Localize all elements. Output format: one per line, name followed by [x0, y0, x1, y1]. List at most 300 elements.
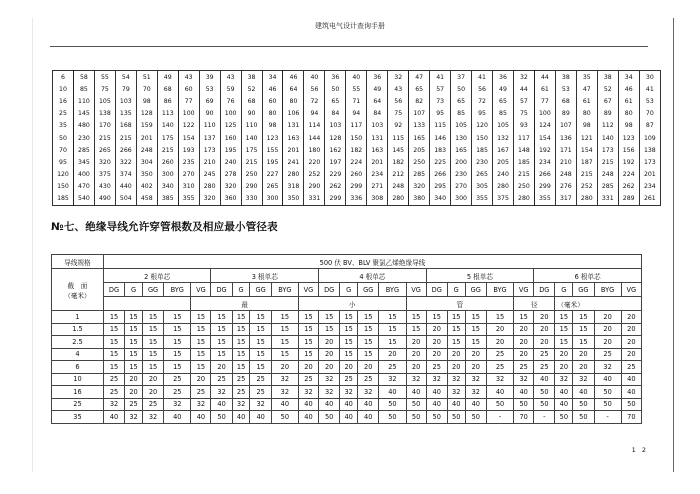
table-cell: 128 [136, 108, 157, 120]
table-cell: 40 [621, 373, 641, 386]
table-cell: 173 [639, 156, 660, 168]
table-cell: 15 [250, 361, 271, 374]
table-cell: 220 [304, 156, 325, 168]
table-cell: 57 [430, 83, 451, 95]
table-cell: 15 [191, 361, 211, 374]
table-cell: 25 [164, 386, 191, 399]
table-cell: 50 [621, 398, 641, 411]
page-number: 1 2 [631, 446, 648, 454]
table-cell: 15 [164, 348, 191, 361]
table-cell: 56 [472, 83, 493, 95]
row-label: 4 [52, 348, 104, 361]
table-cell: 32 [125, 411, 143, 424]
table-cell: 25 [250, 373, 271, 386]
table-cell: 15 [340, 348, 358, 361]
table-cell: 50 [319, 411, 340, 424]
table-cell: 51 [136, 71, 157, 84]
table-cell: 20 [406, 361, 426, 374]
table-cell: 128 [325, 132, 346, 144]
table-cell: 43 [178, 71, 199, 84]
min-diameter-word: （毫米） [555, 297, 642, 311]
table-cell: 345 [73, 156, 94, 168]
table-cell: 40 [555, 398, 573, 411]
table-cell: 290 [241, 181, 262, 193]
table-cell: 40 [103, 411, 124, 424]
table-cell: 110 [73, 95, 94, 107]
table-cell: 15 [319, 311, 340, 324]
table-cell: 61 [534, 83, 555, 95]
table-cell: 182 [346, 144, 367, 156]
table-cell: 15 [125, 336, 143, 349]
table-cell: 336 [346, 193, 367, 206]
table-cell: 75 [513, 108, 534, 120]
table-cell: 36 [367, 71, 388, 84]
table-cell: 320 [220, 181, 241, 193]
table-cell: 121 [576, 132, 597, 144]
table-cell: 15 [465, 336, 486, 349]
table-cell: 20 [298, 361, 318, 374]
table-cell: 265 [94, 144, 115, 156]
table-cell: 20 [406, 348, 426, 361]
table-cell: 15 [164, 311, 191, 324]
table-cell: 38 [241, 71, 262, 84]
table-cell: 58 [73, 71, 94, 84]
row-label: 25 [52, 398, 104, 411]
table-cell: 38 [555, 71, 576, 84]
table-cell: 25 [340, 373, 358, 386]
table-cell: 40 [271, 398, 298, 411]
table-cell: 340 [430, 193, 451, 206]
table-cell: 68 [157, 83, 178, 95]
table-cell: 32 [447, 386, 465, 399]
table-cell: 201 [136, 132, 157, 144]
table-cell: 15 [232, 348, 250, 361]
table-cell: 136 [555, 132, 576, 144]
table-cell: 201 [639, 169, 660, 181]
table-cell: 280 [199, 181, 220, 193]
table-cell: 224 [346, 156, 367, 168]
table-cell: 64 [283, 83, 304, 95]
table-cell: 32 [271, 373, 298, 386]
table-cell: 15 [447, 311, 465, 324]
conduit-type-header: VG [191, 283, 211, 297]
table-cell: 310 [178, 181, 199, 193]
table-cell: 192 [618, 156, 639, 168]
table-cell: 106 [283, 108, 304, 120]
table-cell: 41 [430, 71, 451, 84]
table-cell: 32 [447, 373, 465, 386]
table-cell: 201 [367, 156, 388, 168]
table-cell: 160 [220, 132, 241, 144]
table-cell: 32 [513, 71, 534, 84]
table-cell: 20 [271, 361, 298, 374]
table-cell: 20 [447, 361, 465, 374]
conduit-type-header: GG [465, 283, 486, 297]
table-cell: 15 [447, 323, 465, 336]
table-cell: 430 [94, 181, 115, 193]
table-cell: 320 [409, 181, 430, 193]
table-cell: 103 [325, 120, 346, 132]
table-cell: 131 [367, 132, 388, 144]
table-cell: 229 [325, 169, 346, 181]
table-cell: 280 [283, 169, 304, 181]
table-cell: 308 [367, 193, 388, 206]
table-cell: 25 [250, 386, 271, 399]
table-cell: 175 [241, 144, 262, 156]
table-row [53, 132, 661, 144]
table-cell: 25 [379, 361, 406, 374]
table-cell: 266 [430, 169, 451, 181]
conduit-type-header: VG [406, 283, 426, 297]
table-cell: 300 [262, 193, 283, 206]
table-cell: 252 [304, 169, 325, 181]
table-cell: 135 [115, 108, 136, 120]
table-cell: 32 [319, 386, 340, 399]
table-cell: 32 [486, 373, 513, 386]
table-cell: 46 [262, 83, 283, 95]
table-cell: 36 [493, 71, 514, 84]
table-cell: 15 [358, 336, 379, 349]
row-label: 70 [59, 146, 67, 154]
table-cell: 15 [379, 336, 406, 349]
table-cell: 34 [618, 71, 639, 84]
table-cell: 25 [534, 348, 555, 361]
table-cell: 295 [430, 181, 451, 193]
table-cell: 20 [191, 373, 211, 386]
table-cell: 40 [594, 373, 621, 386]
table-cell: 262 [325, 181, 346, 193]
table-row [53, 169, 661, 181]
table-cell: 195 [220, 144, 241, 156]
table-row [52, 361, 642, 374]
table-cell: 299 [534, 181, 555, 193]
table-cell: 15 [125, 348, 143, 361]
table-cell: 40 [465, 398, 486, 411]
table-cell: 109 [639, 132, 660, 144]
table-cell: 15 [555, 311, 573, 324]
table-row [53, 156, 661, 168]
table-cell: 54 [115, 71, 136, 84]
table-cell: 15 [232, 361, 250, 374]
table-cell: 20 [555, 361, 573, 374]
table-cell: 85 [73, 83, 94, 95]
table-cell: 123 [618, 132, 639, 144]
table-cell: 175 [157, 132, 178, 144]
table-cell: 15 [250, 348, 271, 361]
table-cell: 248 [136, 144, 157, 156]
table-cell: 50 [573, 398, 594, 411]
header-rule [50, 46, 648, 47]
table-cell: 340 [157, 181, 178, 193]
table-cell: 20 [358, 361, 379, 374]
table-cell: 32 [465, 386, 486, 399]
table-cell: 32 [358, 386, 379, 399]
table-cell: 52 [241, 83, 262, 95]
table-cell: 180 [304, 144, 325, 156]
table-cell: 355 [178, 193, 199, 206]
table-cell: 124 [534, 120, 555, 132]
table-cell: 50 [406, 411, 426, 424]
table-cell: 117 [513, 132, 534, 144]
row-label: 185 [57, 195, 69, 203]
conduit-type-header: BYG [271, 283, 298, 297]
table-cell: 480 [73, 120, 94, 132]
table-cell: 385 [157, 193, 178, 206]
table-cell: 15 [250, 336, 271, 349]
table-cell: 260 [157, 156, 178, 168]
table-row [53, 108, 661, 120]
table-cell: 47 [576, 83, 597, 95]
table-cell: 402 [136, 181, 157, 193]
table-cell: 215 [576, 169, 597, 181]
table-cell: 56 [388, 95, 409, 107]
table-cell: 15 [447, 336, 465, 349]
table-cell: 140 [241, 132, 262, 144]
table-cell: 125 [220, 120, 241, 132]
row-label: 150 [57, 183, 69, 191]
row-label: 10 [52, 373, 104, 386]
table-cell: 289 [618, 193, 639, 206]
table-cell: 20 [514, 323, 534, 336]
table-cell: 50 [555, 411, 573, 424]
table-cell: 25 [514, 361, 534, 374]
table-cell: 163 [283, 132, 304, 144]
table-cell: 41 [472, 71, 493, 84]
table-cell: 56 [304, 83, 325, 95]
table-cell: 25 [594, 348, 621, 361]
table-cell: 193 [178, 144, 199, 156]
table-cell: 112 [597, 120, 618, 132]
table-cell: 137 [199, 132, 220, 144]
table-cell: 154 [576, 144, 597, 156]
table-cell: 20 [319, 361, 340, 374]
table-cell: 100 [220, 108, 241, 120]
table-cell: 76 [220, 95, 241, 107]
table-cell: 65 [451, 95, 472, 107]
table-cell: 440 [115, 181, 136, 193]
table-cell: 146 [430, 132, 451, 144]
row-label: 95 [59, 158, 67, 166]
table-cell: 50 [594, 398, 621, 411]
table-cell: 270 [451, 181, 472, 193]
table-cell: 85 [493, 108, 514, 120]
table-row [53, 95, 661, 107]
table-cell: 86 [157, 95, 178, 107]
group-header: 5 根单芯 [426, 269, 534, 283]
row-label: 35 [52, 411, 104, 424]
table-cell: 61 [576, 95, 597, 107]
table-cell: 215 [597, 156, 618, 168]
table-cell: 145 [388, 144, 409, 156]
table-cell: 15 [142, 361, 163, 374]
table-cell: 20 [594, 323, 621, 336]
table-cell: 20 [534, 323, 555, 336]
row-label: 10 [59, 85, 67, 93]
table-cell: 68 [555, 95, 576, 107]
running-title: 建筑电气设计查询手册 [315, 22, 385, 30]
table-cell: 250 [409, 156, 430, 168]
table-cell: 50 [486, 398, 513, 411]
table-cell: 59 [220, 83, 241, 95]
table-cell: 50 [406, 398, 426, 411]
table-cell: 20 [573, 361, 594, 374]
table-cell: 20 [621, 311, 641, 324]
table-cell: 20 [621, 323, 641, 336]
table-cell: 15 [164, 336, 191, 349]
table-cell: 40 [298, 411, 318, 424]
table-cell: 65 [493, 95, 514, 107]
table-cell: 43 [220, 71, 241, 84]
conduit-type-header: GG [573, 283, 594, 297]
table-cell: 15 [271, 336, 298, 349]
conduit-type-header: GG [250, 283, 271, 297]
table-cell: 40 [232, 411, 250, 424]
table-cell: 32 [271, 386, 298, 399]
table-cell: 40 [164, 411, 191, 424]
group-header: 6 根单芯 [534, 269, 642, 283]
table-cell: 15 [142, 336, 163, 349]
table-cell: 100 [534, 108, 555, 120]
table-cell: 299 [325, 193, 346, 206]
table-cell: 50 [573, 411, 594, 424]
table-cell: 15 [379, 311, 406, 324]
table-cell: 210 [555, 156, 576, 168]
spec-label: 导线规格 [52, 255, 104, 269]
min-diameter-word: 管 [406, 297, 514, 311]
table-cell: 75 [94, 83, 115, 95]
table-cell: 49 [157, 71, 178, 84]
table-cell: 87 [639, 120, 660, 132]
table-cell: 470 [73, 181, 94, 193]
table-cell: 40 [534, 373, 555, 386]
table-cell: 185 [472, 144, 493, 156]
table-cell: 300 [451, 193, 472, 206]
table-cell: 15 [211, 336, 232, 349]
table-cell: 15 [271, 311, 298, 324]
table-cell: 40 [426, 386, 447, 399]
table-cell: 20 [142, 373, 163, 386]
table-cell: 195 [262, 156, 283, 168]
table-cell: 165 [409, 132, 430, 144]
conduit-type-header: VG [298, 283, 318, 297]
table-cell: 20 [426, 348, 447, 361]
table-cell: 25 [534, 361, 555, 374]
table-row [52, 348, 642, 361]
table-cell: 20 [534, 336, 555, 349]
table-cell: 132 [493, 132, 514, 144]
table-cell: 113 [157, 108, 178, 120]
table-cell: 15 [103, 361, 124, 374]
min-diameter-word: 小 [298, 297, 406, 311]
table-cell: 25 [486, 361, 513, 374]
table-cell: 230 [472, 156, 493, 168]
table-cell: 25 [426, 361, 447, 374]
table-cell: - [486, 411, 513, 424]
table-cell: 15 [573, 336, 594, 349]
table-cell: 375 [94, 169, 115, 181]
table-cell: 60 [178, 83, 199, 95]
table-cell: 110 [199, 120, 220, 132]
table-cell: 15 [271, 323, 298, 336]
table-cell: 20 [406, 336, 426, 349]
table-cell: 15 [465, 323, 486, 336]
table-row [52, 336, 642, 349]
table-cell: 187 [576, 156, 597, 168]
table-cell: 15 [103, 311, 124, 324]
table-cell: 25 [164, 373, 191, 386]
table-cell: 182 [388, 156, 409, 168]
table-cell: 32 [191, 398, 211, 411]
table-cell: 15 [406, 311, 426, 324]
table-cell: 200 [451, 156, 472, 168]
table-cell: 15 [514, 311, 534, 324]
table-cell: 15 [250, 323, 271, 336]
group-header: 2 根单芯 [103, 269, 211, 283]
table-row [52, 386, 642, 399]
table-cell: 331 [304, 193, 325, 206]
table-cell: 131 [283, 120, 304, 132]
table-cell: 280 [388, 193, 409, 206]
table-cell: 100 [178, 108, 199, 120]
table-row [52, 311, 642, 324]
table-cell: 504 [115, 193, 136, 206]
table-cell: 331 [597, 193, 618, 206]
conduit-type-header: G [340, 283, 358, 297]
table-cell: 210 [199, 156, 220, 168]
table-cell: 260 [346, 169, 367, 181]
table-cell: 32 [164, 398, 191, 411]
table-cell: 73 [430, 95, 451, 107]
table-cell: 15 [340, 323, 358, 336]
table-cell: 25 [211, 373, 232, 386]
row-label: 35 [59, 122, 67, 130]
conduit-type-header: DG [211, 283, 232, 297]
row-label: 6 [52, 361, 104, 374]
table-cell: 262 [618, 181, 639, 193]
table-cell: 32 [232, 398, 250, 411]
wire-type-label: 500 伏 BV、BLV 聚氯乙烯绝缘导线 [103, 255, 641, 269]
table-cell: 20 [555, 348, 573, 361]
table-cell: 55 [346, 83, 367, 95]
table-cell: 53 [639, 95, 660, 107]
table-cell: 25 [103, 373, 124, 386]
table-cell: 15 [426, 311, 447, 324]
table-cell: 400 [73, 169, 94, 181]
table-cell: 20 [465, 348, 486, 361]
table-cell: 15 [232, 311, 250, 324]
table-cell: 93 [513, 120, 534, 132]
table-cell: 107 [409, 108, 430, 120]
table-cell: 201 [283, 144, 304, 156]
table-cell: 50 [379, 411, 406, 424]
table-cell: 317 [555, 193, 576, 206]
table-cell: 52 [597, 83, 618, 95]
table-cell: 40 [250, 411, 271, 424]
table-cell: 154 [178, 132, 199, 144]
table-cell: 305 [472, 181, 493, 193]
table-cell: 20 [142, 386, 163, 399]
table-cell: 41 [639, 83, 660, 95]
table-cell: 234 [367, 169, 388, 181]
table-cell: 89 [555, 108, 576, 120]
table-cell: 300 [157, 169, 178, 181]
table-cell: 15 [103, 323, 124, 336]
table-cell: 20 [534, 311, 555, 324]
table-cell: 15 [142, 311, 163, 324]
table-cell: 46 [283, 71, 304, 84]
table-cell: 15 [573, 311, 594, 324]
table-cell: 230 [73, 132, 94, 144]
